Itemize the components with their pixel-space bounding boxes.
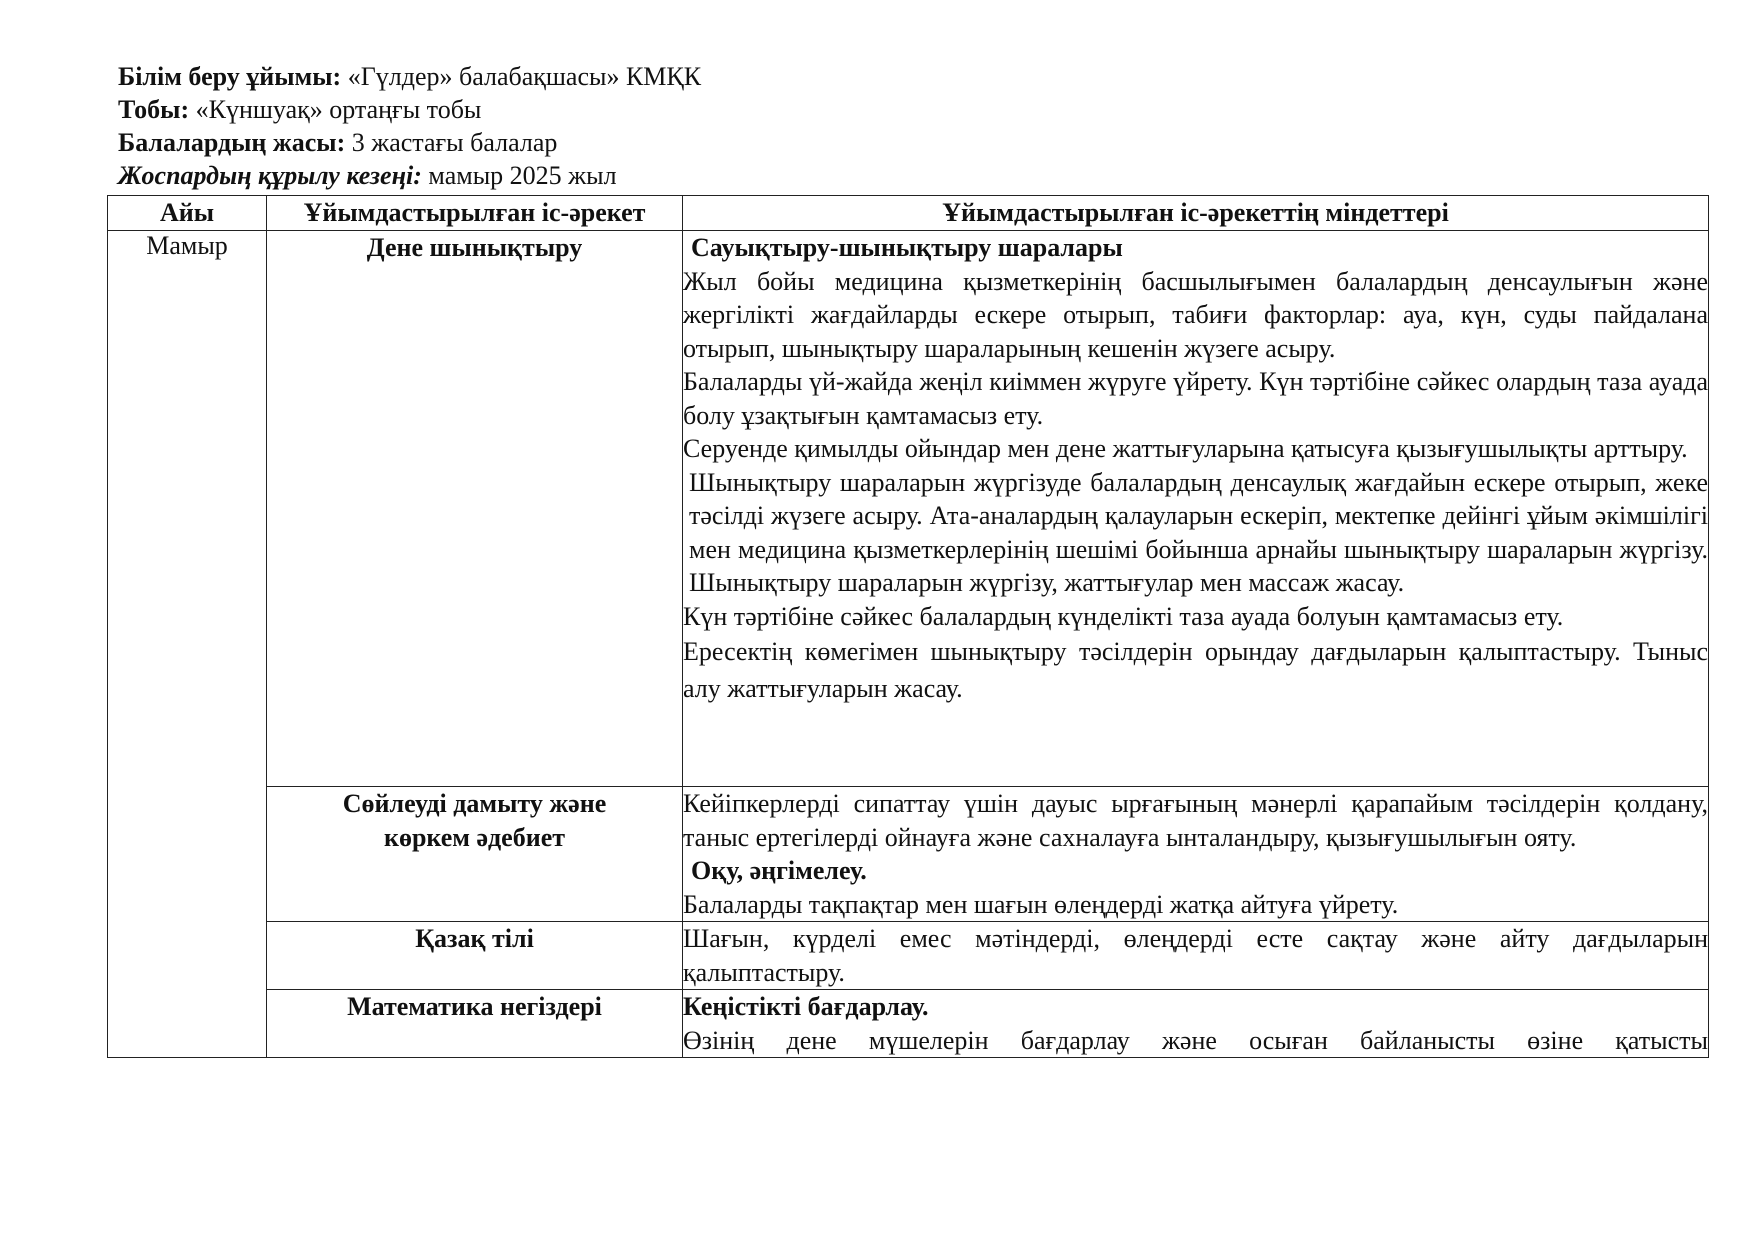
column-header-tasks: Ұйымдастырылған іс-әрекеттің міндеттері: [683, 196, 1709, 231]
table-header-row: [108, 196, 1709, 231]
month-cell: Мамыр: [108, 231, 267, 1058]
tasks-paragraph: Шағын, күрделі емес мәтіндерді, өлеңдерді есте сақтау және айту дағдыларын қалыптастыру.: [683, 924, 1708, 987]
tasks-paragraph: Ересектің көмегімен шынықтыру тәсілдерін орындау дағдыларын қалыптастыру. Тыныс алу жаттығуларын жасау.: [683, 637, 1708, 703]
activity-math-basics: Математика негіздері: [267, 990, 683, 1058]
org-line: [118, 60, 701, 93]
period-label: Жоспардың құрылу кезеңі:: [118, 161, 422, 190]
activity-speech-literature: [267, 787, 683, 922]
age-label: Балалардың жасы:: [118, 128, 346, 157]
tasks-paragraph: Серуенде қимылды ойындар мен дене жаттығуларына қатысуға қызығушылықты арттыру.: [683, 434, 1688, 463]
group-label: Тобы:: [118, 95, 190, 124]
tasks-paragraph: Жыл бойы медицина қызметкерінің басшылығымен балалардың денсаулығын және жергілікті жағдайларды ескере отырып, табиғи факторлар: ауа, күн, суды пайдалана отырып, шынықтыру шараларының кешенін жүзеге асыру.: [683, 266, 1708, 363]
activity-physical-education: Дене шынықтыру: [267, 231, 683, 787]
tasks-heading: Кеңістікті бағдарлау.: [683, 992, 929, 1021]
age-line: [118, 126, 701, 159]
tasks-heading: Оқу, әңгімелеу.: [691, 856, 867, 885]
group-value: «Күншуақ» ортаңғы тобы: [189, 95, 482, 124]
table-row: [108, 231, 1709, 787]
activity-line: Сөйлеуді дамыту және: [342, 789, 607, 818]
age-value: 3 жастағы балалар: [345, 128, 558, 157]
org-value: «Гүлдер» балабақшасы» КМҚК: [341, 62, 702, 91]
document-header: [118, 60, 701, 192]
tasks-paragraph: Балаларды тақпақтар мен шағын өлеңдерді жатқа айтуға үйрету.: [683, 889, 1399, 919]
activity-kazakh-language: Қазақ тілі: [267, 922, 683, 990]
column-header-month: Айы: [108, 196, 267, 231]
group-line: [118, 93, 701, 126]
tasks-paragraph: Кейіпкерлерді сипаттау үшін дауыс ырғағының мәнерлі қарапайым тәсілдерін қолдану, таныс ертегілерді ойнауға және сахналауға ынталандыру, қызығушылығын ояту.: [683, 789, 1708, 852]
tasks-kazakh-language: [683, 922, 1709, 990]
column-header-activity: Ұйымдастырылған іс-әрекет: [267, 196, 683, 231]
tasks-paragraph: Күн тәртібіне сәйкес балалардың күнделікті таза ауада болуын қамтамасыз ету.: [683, 601, 1564, 631]
org-label: Білім беру ұйымы:: [118, 62, 342, 91]
tasks-paragraph: Шынықтыру шараларын жүргізуде балалардың денсаулық жағдайын ескере отырып, жеке тәсілді жүзеге асыру. Ата-аналардың қалауларын ескеріп, мектепке дейінгі ұйым әкімшілігі мен медицина қызметкерлерінің шешімі бойынша арнайы шынықтыру шараларын жүргізу. Шынықтыру шараларын жүргізу, жаттығулар мен массаж жасау.: [689, 467, 1708, 597]
tasks-paragraph: Өзінің дене мүшелерін бағдарлау және осыған байланысты өзіне қатысты: [683, 1025, 1708, 1055]
period-line: [118, 159, 701, 192]
tasks-math-basics: [683, 990, 1709, 1058]
table-row: [108, 787, 1709, 922]
tasks-physical-education: [683, 231, 1709, 787]
tasks-heading: Сауықтыру-шынықтыру шаралары: [691, 233, 1123, 262]
tasks-speech-literature: [683, 787, 1709, 922]
table-row: [108, 990, 1709, 1058]
tasks-paragraph: Балаларды үй-жайда жеңіл киіммен жүруге үйрету. Күн тәртібіне сәйкес олардың таза ауада болу ұзақтығын қамтамасыз ету.: [683, 367, 1708, 430]
plan-table: [107, 195, 1709, 1058]
table-row: [108, 922, 1709, 990]
period-value: мамыр 2025 жыл: [421, 161, 617, 190]
activity-line: көркем әдебиет: [383, 823, 566, 852]
